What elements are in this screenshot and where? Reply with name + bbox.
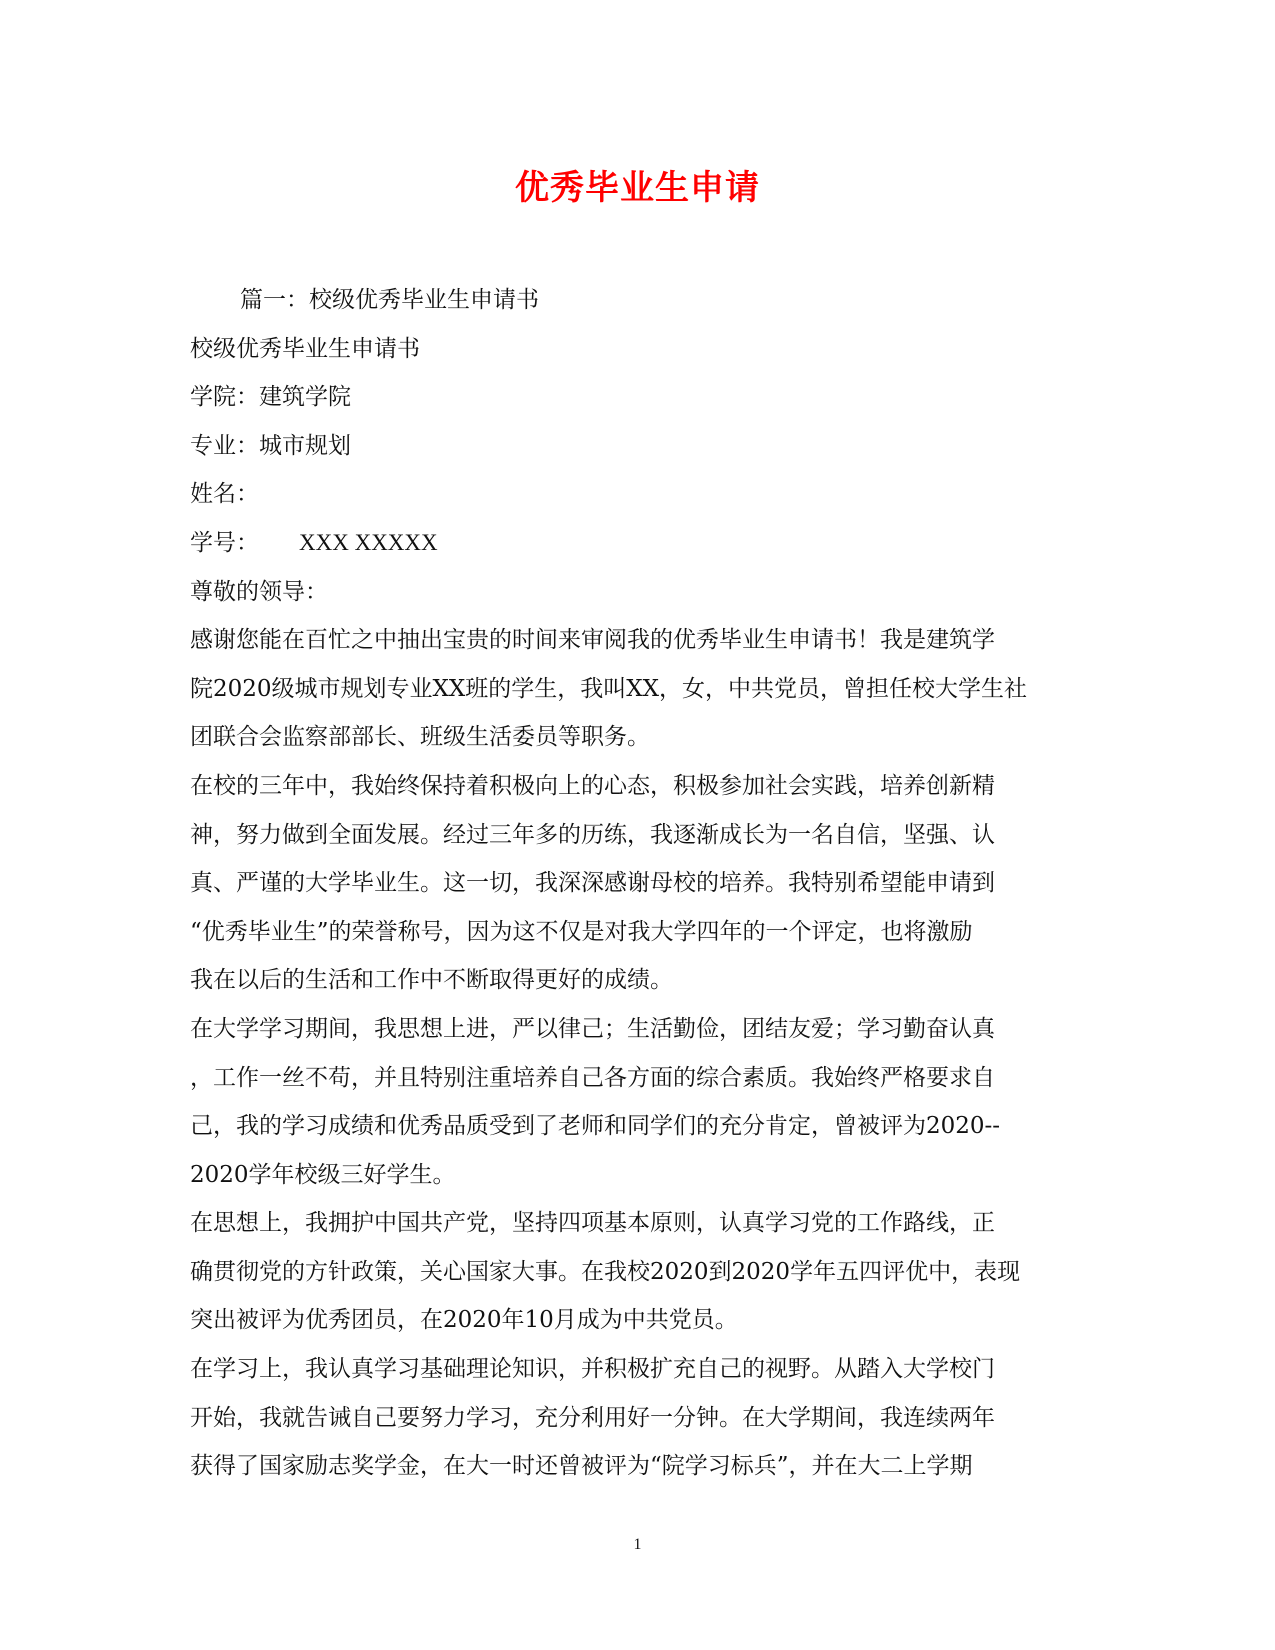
document-body	[190, 276, 1070, 1491]
text-line	[190, 1054, 1070, 1103]
text-line-content: 在校的三年中，我始终保持着积极向上的心态，积极参加社会实践，培养创新精	[190, 772, 995, 799]
text-line	[190, 1296, 1070, 1345]
document-title: 优秀毕业生申请	[515, 168, 760, 208]
student-id-value: XXX XXXXX	[299, 529, 438, 555]
text-line-content: 神，努力做到全面发展。经过三年多的历练，我逐渐成长为一名自信，坚强、认	[190, 821, 995, 848]
text-line	[190, 373, 1070, 422]
page-number: 1	[633, 1536, 642, 1553]
text-line-content: 确贯彻党的方针政策，关心国家大事。在我校2020到2020学年五四评优中，表现	[190, 1258, 1021, 1285]
text-line	[190, 908, 1070, 957]
text-line-content: 姓名：	[190, 481, 259, 508]
text-line	[190, 1005, 1070, 1054]
text-line-content: 团联合会监察部部长、班级生活委员等职务。	[190, 724, 650, 751]
text-line	[190, 713, 1070, 762]
text-line	[190, 616, 1070, 665]
text-line-content: 突出被评为优秀团员，在2020年10月成为中共党员。	[190, 1307, 738, 1334]
text-line-content: 在大学学习期间，我思想上进，严以律己；生活勤俭，团结友爱；学习勤奋认真	[190, 1015, 995, 1042]
text-line	[190, 1102, 1070, 1151]
text-line-content: 在思想上，我拥护中国共产党，坚持四项基本原则，认真学习党的工作路线，正	[190, 1210, 995, 1237]
text-line	[190, 1199, 1070, 1248]
text-line-content: 开始，我就告诫自己要努力学习，充分利用好一分钟。在大学期间，我连续两年	[190, 1404, 995, 1431]
text-line-content: 尊敬的领导：	[190, 578, 328, 605]
text-line-content: 校级优秀毕业生申请书	[190, 335, 420, 362]
text-line	[190, 956, 1070, 1005]
text-line	[190, 422, 1070, 471]
text-line-content: “优秀毕业生”的荣誉称号，因为这不仅是对我大学四年的一个评定，也将激励	[190, 918, 973, 945]
text-line	[190, 1394, 1070, 1443]
text-line-content: 真、严谨的大学毕业生。这一切，我深深感谢母校的培养。我特别希望能申请到	[190, 870, 995, 897]
text-line	[190, 1248, 1070, 1297]
text-line-content: 获得了国家励志奖学金，在大一时还曾被评为“院学习标兵”，并在大二上学期	[190, 1453, 973, 1480]
text-line	[190, 762, 1070, 811]
text-line	[190, 1442, 1070, 1491]
text-line-content: ，工作一丝不苟，并且特别注重培养自己各方面的综合素质。我始终严格要求自	[190, 1064, 995, 1091]
text-line	[190, 811, 1070, 860]
text-line-content: 己，我的学习成绩和优秀品质受到了老师和同学们的充分肯定，曾被评为2020--	[190, 1113, 1001, 1140]
text-line	[190, 1345, 1070, 1394]
text-line	[190, 665, 1070, 714]
text-line-content: 学号：	[190, 529, 259, 556]
text-line	[190, 470, 1070, 519]
text-line	[190, 325, 1070, 374]
text-line	[190, 276, 1070, 325]
text-line	[190, 568, 1070, 617]
text-line	[190, 859, 1070, 908]
text-line-content: 篇一：校级优秀毕业生申请书	[240, 287, 539, 313]
text-line-content: 2020学年校级三好学生。	[190, 1161, 456, 1188]
text-line-content: 学院：建筑学院	[190, 384, 351, 411]
text-line-content: 院2020级城市规划专业XX班的学生，我叫XX，女，中共党员，曾担任校大学生社	[190, 675, 1028, 702]
text-line-content: 感谢您能在百忙之中抽出宝贵的时间来审阅我的优秀毕业生申请书！我是建筑学	[190, 627, 995, 654]
text-line	[190, 1151, 1070, 1200]
text-line-content: 在学习上，我认真学习基础理论知识，并积极扩充自己的视野。从踏入大学校门	[190, 1356, 995, 1383]
text-line	[190, 519, 1070, 568]
text-line-content: 我在以后的生活和工作中不断取得更好的成绩。	[190, 967, 673, 994]
text-line-content: 专业：城市规划	[190, 432, 351, 459]
